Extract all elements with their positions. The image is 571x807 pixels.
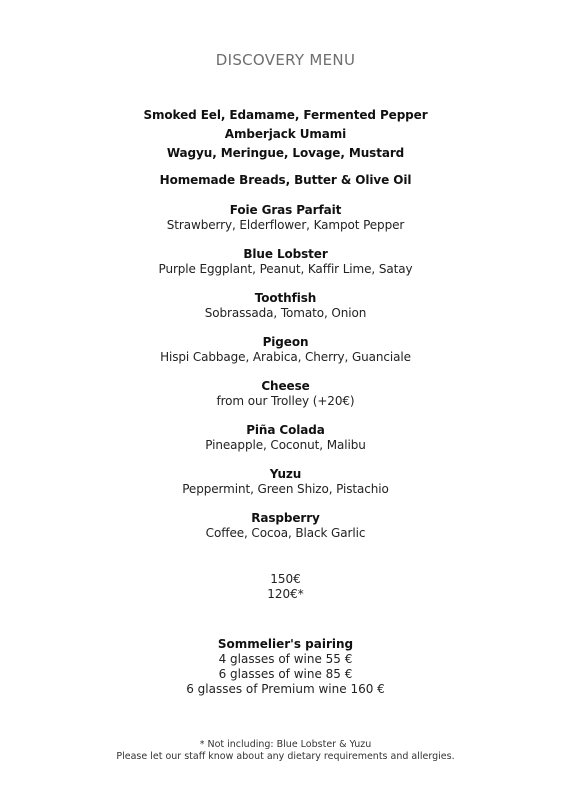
snack-item: Amberjack Umami	[224, 127, 347, 141]
snacks-section	[0, 106, 571, 163]
price-reduced: 120€*	[267, 587, 304, 601]
course-description: Hispi Cabbage, Arabica, Cherry, Guanciale	[160, 350, 411, 364]
course-name: Toothfish	[254, 291, 317, 305]
price-section	[0, 572, 571, 602]
footer-notes	[0, 739, 571, 763]
course-description: Peppermint, Green Shizo, Pistachio	[182, 482, 389, 496]
course-name: Pigeon	[262, 335, 309, 349]
pairing-option: 6 glasses of wine 85 €	[218, 667, 353, 681]
sommelier-pairing	[0, 636, 571, 697]
course-item	[0, 422, 571, 466]
course-name: Raspberry	[251, 511, 320, 525]
course-name: Cheese	[261, 379, 310, 393]
course-description: Sobrassada, Tomato, Onion	[204, 306, 367, 320]
course-item	[0, 202, 571, 246]
course-description: from our Trolley (+20€)	[216, 394, 355, 408]
course-description: Purple Eggplant, Peanut, Kaffir Lime, Satay	[158, 262, 413, 276]
pairing-option: 6 glasses of Premium wine 160 €	[186, 682, 385, 696]
price-full: 150€	[270, 572, 301, 586]
course-name: Blue Lobster	[243, 247, 328, 261]
course-item	[0, 246, 571, 290]
course-item	[0, 510, 571, 554]
pairing-title: Sommelier's pairing	[217, 637, 354, 651]
course-name: Yuzu	[269, 467, 302, 481]
allergy-note: Please let our staff know about any dietary requirements and allergies.	[116, 751, 455, 762]
course-item	[0, 466, 571, 510]
course-description: Pineapple, Coconut, Malibu	[205, 438, 366, 452]
snack-item: Wagyu, Meringue, Lovage, Mustard	[166, 146, 405, 160]
bread-course: Homemade Breads, Butter & Olive Oil	[159, 173, 412, 187]
course-description: Coffee, Cocoa, Black Garlic	[205, 526, 366, 540]
course-item	[0, 290, 571, 334]
course-name: Piña Colada	[246, 423, 325, 437]
menu-title: DISCOVERY MENU	[215, 51, 356, 69]
snack-item: Smoked Eel, Edamame, Fermented Pepper	[143, 108, 428, 122]
course-item	[0, 378, 571, 422]
course-description: Strawberry, Elderflower, Kampot Pepper	[166, 218, 405, 232]
courses-list	[0, 202, 571, 554]
course-item	[0, 334, 571, 378]
pairing-option: 4 glasses of wine 55 €	[218, 652, 353, 666]
exclusion-note: * Not including: Blue Lobster & Yuzu	[199, 739, 372, 750]
course-name: Foie Gras Parfait	[229, 203, 342, 217]
